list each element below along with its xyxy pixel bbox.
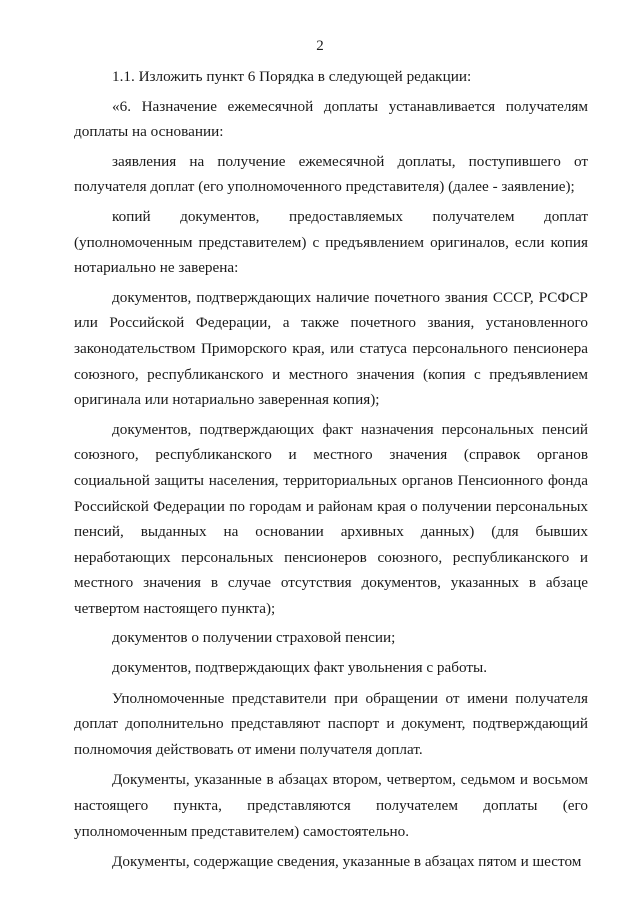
- paragraph-7: документов о получении страховой пенсии;: [112, 629, 396, 647]
- paragraph-11: Документы, содержащие сведения, указанные в абзацах пятом и шестом: [112, 853, 582, 871]
- paragraph-4: копий документов, предоставляемых получателем доплат (уполномоченным представителем) с предъявлением оригиналов, если копия нотариально не заверена:: [74, 207, 588, 277]
- paragraph-3: заявления на получение ежемесячной доплаты, поступившего от получателя доплат (его уполномоченного представителя) (далее - заявление);: [74, 152, 588, 196]
- paragraph-5: документов, подтверждающих наличие почетного звания СССР, РСФСР или Российской Федерации, а также почетного звания, установленного законодательством Приморского края, или статуса персонального пенсионера союзного, республиканского и местного значения (копия с предъявлением оригинала или нотариально заверенная копия);: [74, 288, 588, 409]
- paragraph-8: документов, подтверждающих факт увольнения с работы.: [112, 659, 488, 677]
- document-body: [74, 64, 588, 875]
- paragraph-9: Уполномоченные представители при обращении от имени получателя доплат дополнительно представляют паспорт и документ, подтверждающий полномочия действовать от имени получателя доплат.: [74, 689, 588, 758]
- paragraph-6: документов, подтверждающих факт назначения персональных пенсий союзного, республиканского и местного значения (справок органов социальной защиты населения, территориальных органов Пенсионного фонда Российской Федерации по городам и районам края о получении персональных пенсий, выданных на основании архивных данных) (для бывших неработающих персональных пенсионеров союзного, республиканского и местного значения в случае отсутствия документов, указанных в абзаце четвертом настоящего пункта);: [74, 420, 588, 617]
- paragraph-2: «6. Назначение ежемесячной доплаты устанавливается получателям доплаты на основании:: [74, 97, 588, 141]
- paragraph-10: Документы, указанные в абзацах втором, четвертом, седьмом и восьмом настоящего пункта, представляются получателем доплаты (его уполномоченным представителем) самостоятельно.: [74, 771, 588, 840]
- paragraph-1: 1.1. Изложить пункт 6 Порядка в следующей редакции:: [112, 68, 472, 85]
- page-number: 2: [316, 38, 324, 54]
